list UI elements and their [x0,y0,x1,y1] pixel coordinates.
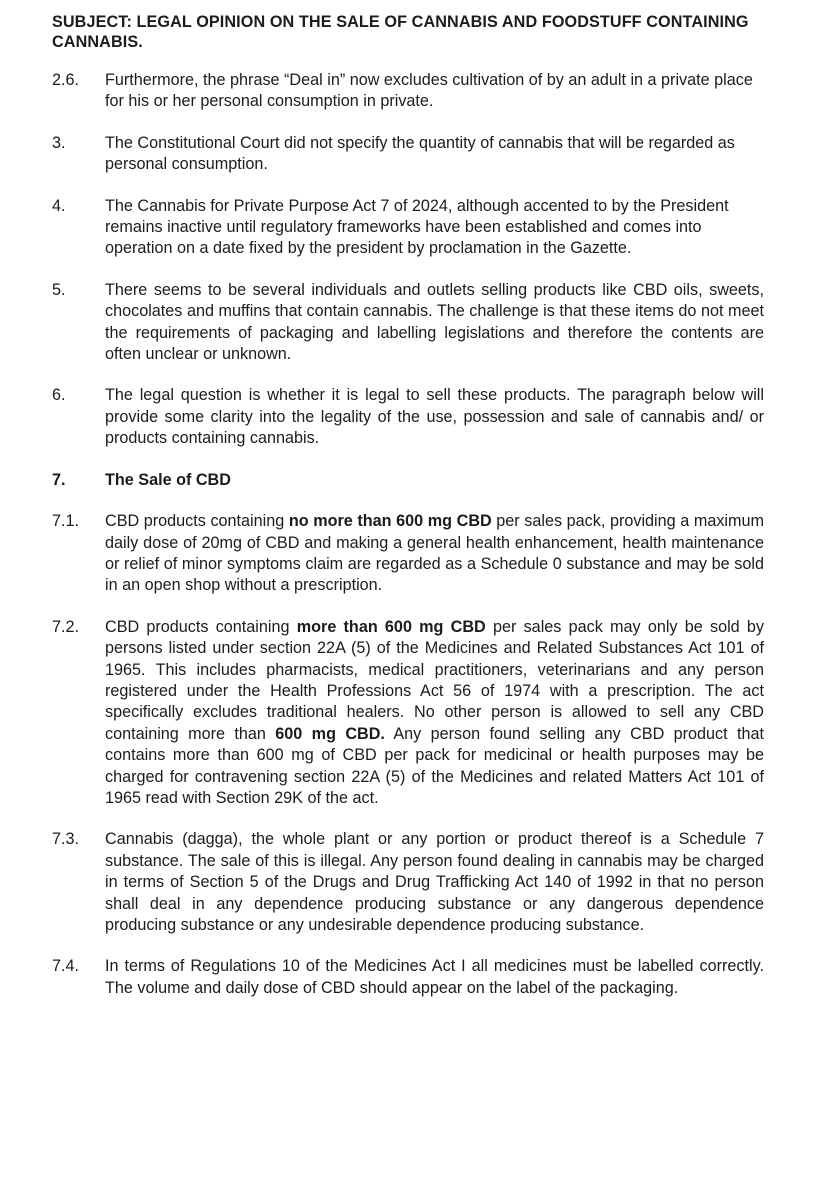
paragraph-text: In terms of Regulations 10 of the Medicines Act I all medicines must be labelled correctly. The volume and daily dose of CBD should appear on the label of the packaging. [105,957,764,997]
text-run: per sales pack may only be sold by persons listed under section 22A (5) of the Medicines and Related Substances Act 101 of 1965. This includes pharmacists, medical practitioners, veterinarians and any person registered under the Health Professions Act 56 of 1974 with a prescription. The act specifically excludes traditional healers. No other person is allowed to sell any CBD containing more than [105,617,764,743]
paragraph-text [105,511,764,597]
section-heading-7 [52,470,764,491]
paragraph-number: 7.2. [52,617,80,636]
paragraph-text: There seems to be several individuals and outlets selling products like CBD oils, sweets, chocolates and muffins that contain cannabis. The challenge is that these items do not meet the requirements of packaging and labelling legislations and therefore the contents are often unclear or unknown. [105,280,764,364]
subject-heading: SUBJECT: LEGAL OPINION ON THE SALE OF CANNABIS AND FOODSTUFF CONTAINING CANNABIS. [52,13,749,51]
paragraph-4 [52,196,764,260]
paragraph-number: 7.4. [52,957,80,976]
bold-text-run: no more than 600 mg CBD [288,512,492,531]
text-run: CBD products containing [105,512,289,531]
paragraph-number: 2.6. [52,71,80,89]
paragraph-number: 6. [52,386,66,405]
paragraph-number: 4. [52,196,66,215]
section-number: 7. [52,470,66,489]
paragraph-number: 7.1. [52,512,80,531]
paragraph-text: Cannabis (dagga), the whole plant or any portion or product thereof is a Schedule 7 substance. The sale of this is illegal. Any person found dealing in cannabis may be charged in terms of Section 5 of the Drugs and Drug Trafficking Act 140 of 1992 in that no person shall deal in any dependence producing substance or any dangerous dependence producing substance or any undesirable dependence producing substance. [105,830,764,934]
paragraph-7-3 [52,829,764,936]
paragraph-7-2 [52,617,764,810]
paragraph-5 [52,280,764,366]
paragraph-text: Furthermore, the phrase “Deal in” now excludes cultivation of by an adult in a private place for his or her personal consumption in private. [105,71,753,111]
text-run: CBD products containing [105,617,297,636]
paragraph-text: The Cannabis for Private Purpose Act 7 of 2024, although accented to by the President remains inactive until regulatory frameworks have been established and comes into operation on a date fixed by the president by proclamation in the Gazette. [105,196,729,258]
paragraph-text: The Constitutional Court did not specify the quantity of cannabis that will be regarded as personal consumption. [105,133,735,174]
paragraph-2-6 [52,70,764,113]
paragraph-number: 3. [52,133,66,152]
paragraph-3 [52,133,764,176]
paragraph-7-1 [52,511,764,597]
text-run: Any person found selling any CBD product that contains more than 600 mg of CBD per pack for medicinal or health purposes may be charged for contravening section 22A (5) of the Medicines and related Matters Act 101 of 1965 read with Section 29K of the act. [105,724,764,807]
paragraph-number: 5. [52,280,66,299]
bold-text-run: more than 600 mg CBD [296,617,486,636]
paragraph-text: The legal question is whether it is legal to sell these products. The paragraph below will provide some clarity into the legality of the use, possession and sale of cannabis and/ or products containing cannabis. [105,386,764,448]
paragraph-7-4 [52,956,764,999]
paragraph-6 [52,385,764,449]
text-run: per sales pack, providing a maximum daily dose of 20mg of CBD and making a general health enhancement, health maintenance or relief of minor symptoms claim are regarded as a Schedule 0 substance and may be sold in an open shop without a prescription. [105,512,764,595]
section-title: The Sale of CBD [105,470,231,489]
bold-text-run: 600 mg CBD. [275,724,385,743]
paragraph-text [105,617,764,810]
paragraph-number: 7.3. [52,830,80,849]
